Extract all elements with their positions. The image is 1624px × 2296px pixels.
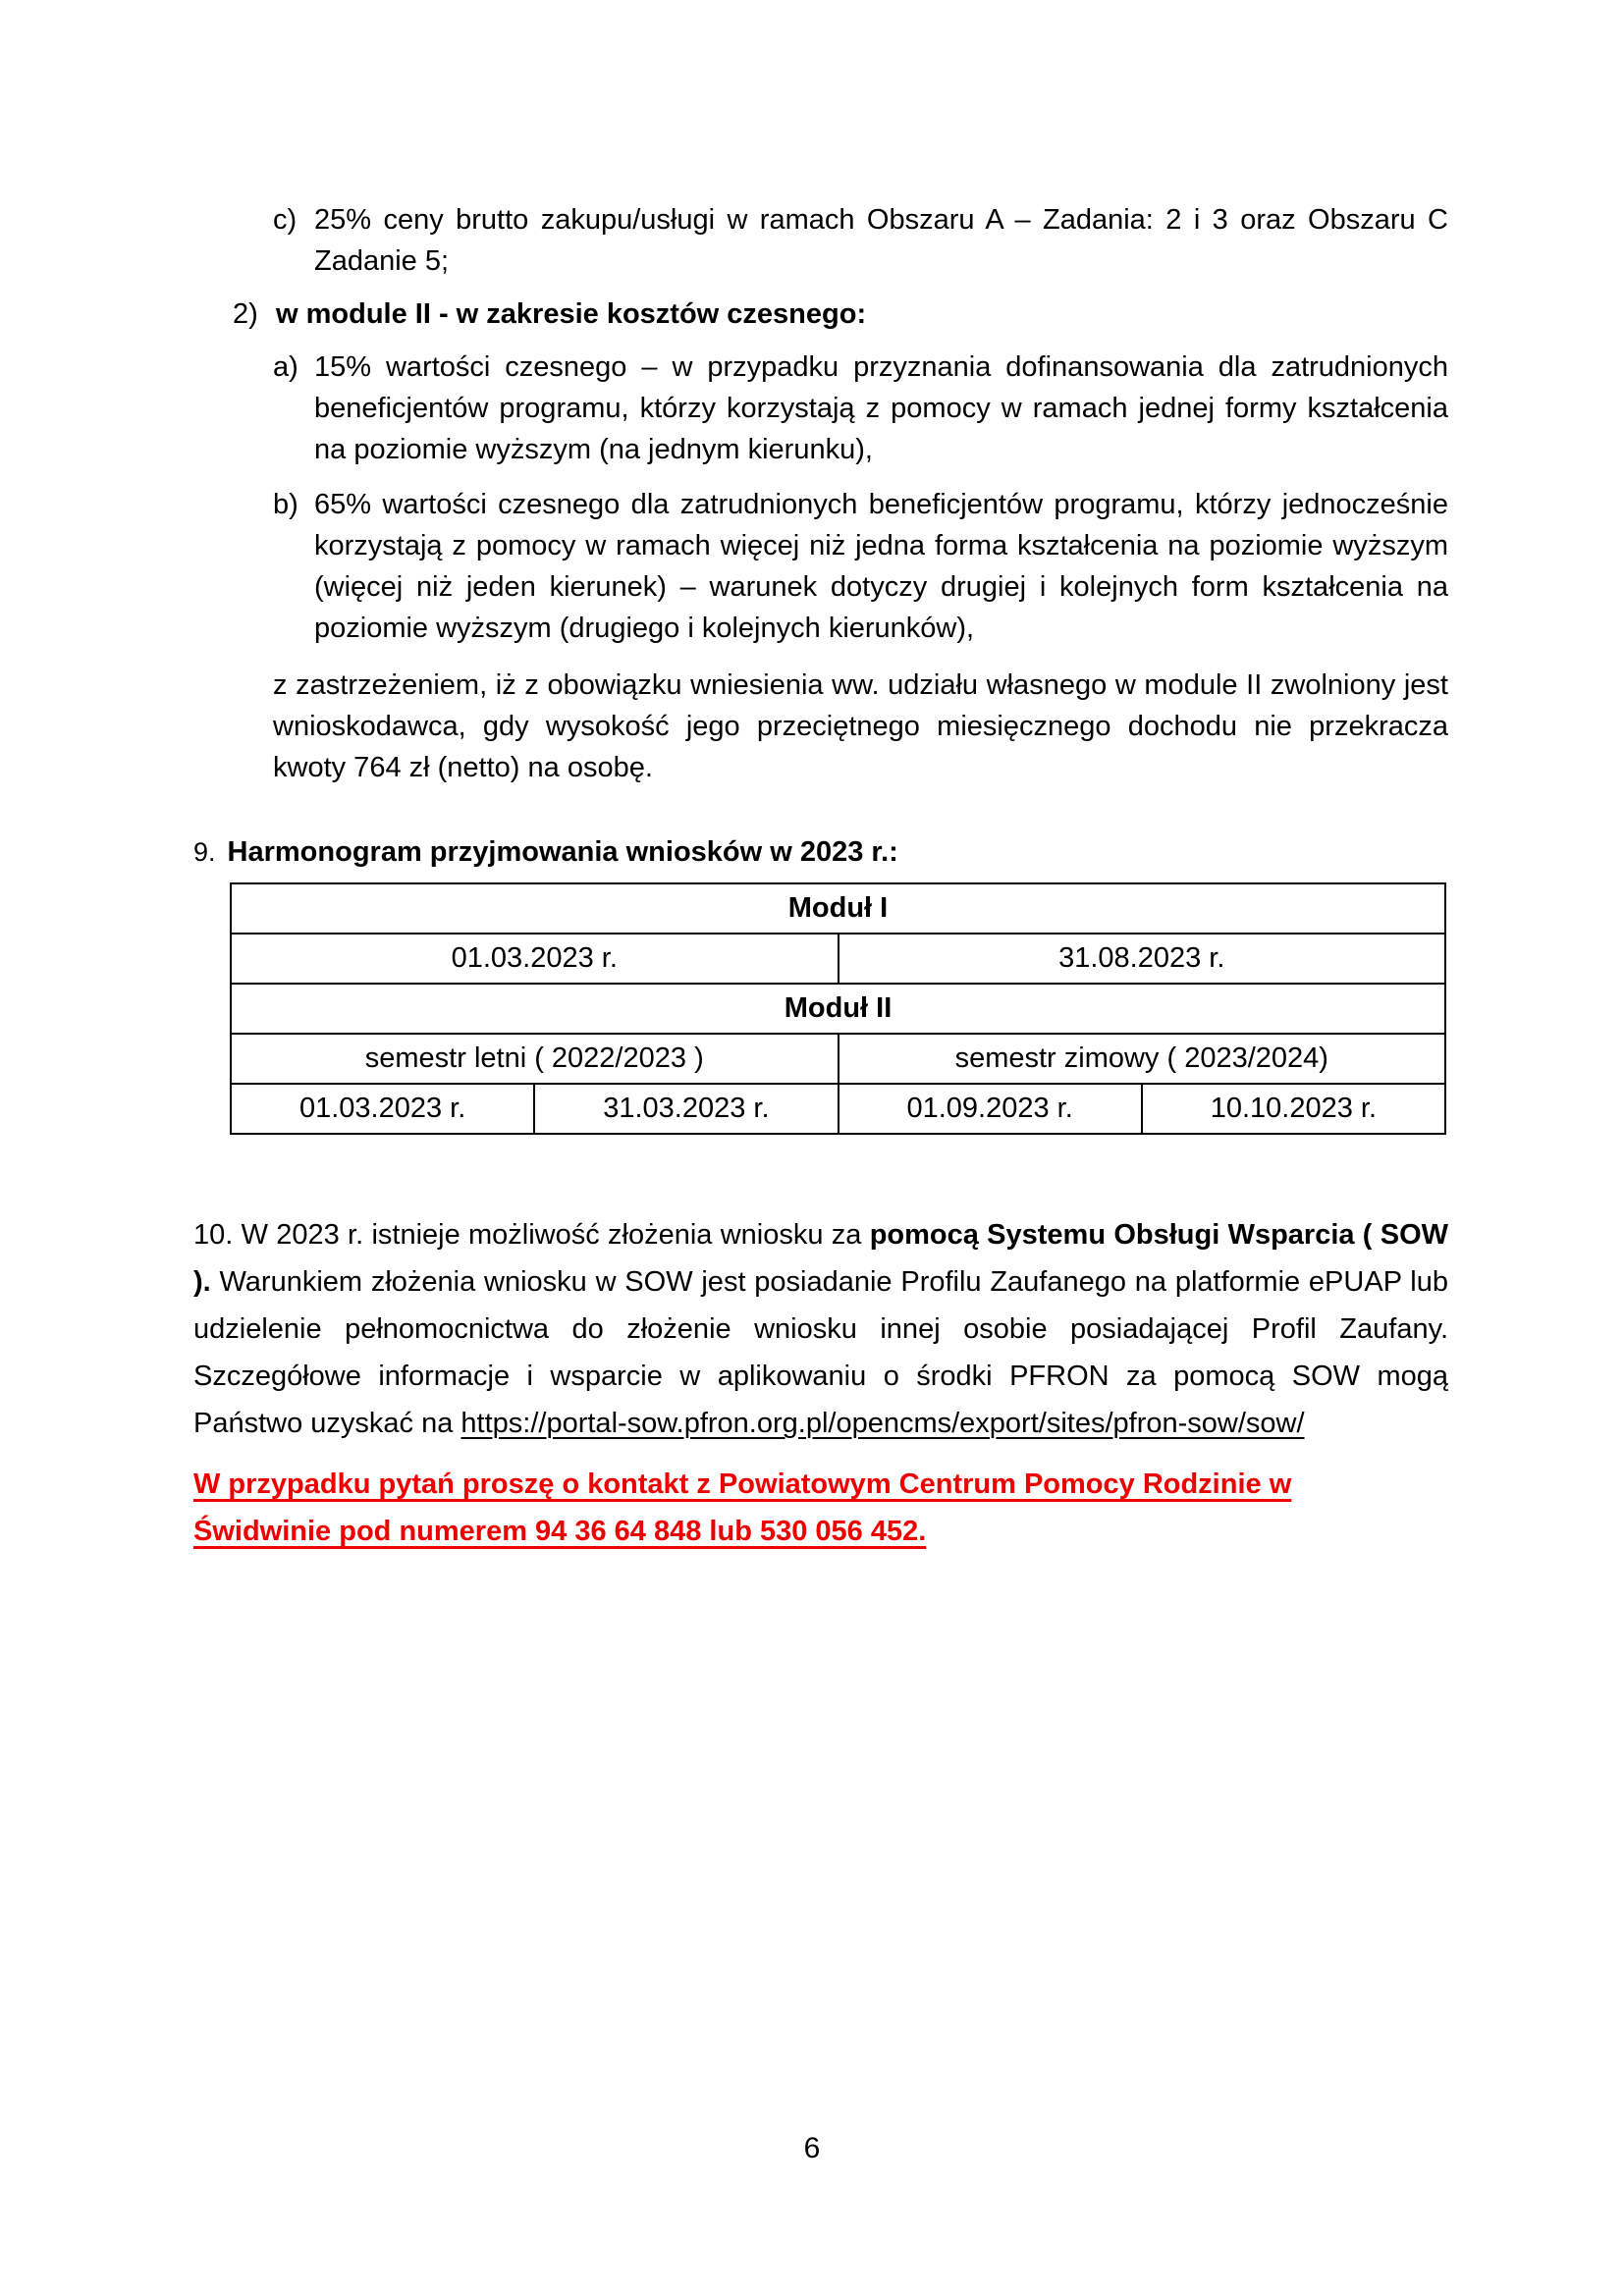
table-cell-date-2: 31.03.2023 r. <box>534 1084 838 1134</box>
section-10-text-2: Warunkiem złożenia wniosku w SOW jest posiadanie Profilu Zaufanego na platformie ePUAP lub udzielenie pełnomocnictwa do złożenie wniosku innej osobie posiadającej Profil Zaufany. Szczegółowe informacje i wsparcie w aplikowaniu o środki PFRON za pomocą SOW mogą Państwo uzyskać na <box>193 1266 1448 1439</box>
list-text-b: 65% wartości czesnego dla zatrudnionych beneficjentów programu, którzy jednocześnie korzystają z pomocy w ramach więcej niż jedna forma kształcenia na poziomie wyższym (więcej niż jeden kierunek) – warunek dotyczy drugiej i kolejnych form kształcenia na poziomie wyższym (drugiego i kolejnych kierunków), <box>314 489 1448 644</box>
section-9-heading <box>193 831 1448 873</box>
table-row <box>231 883 1445 934</box>
table-row <box>231 934 1445 984</box>
list-item-a <box>193 347 1448 470</box>
section-10-text-1: 10. W 2023 r. istnieje możliwość złożenia wniosku za <box>193 1219 870 1251</box>
page-number: 6 <box>803 2132 821 2164</box>
table-header-modul-1: Moduł I <box>231 883 1445 934</box>
contact-notice <box>193 1461 1448 1555</box>
table-cell-semestr-letni: semestr letni ( 2022/2023 ) <box>231 1034 839 1084</box>
table-cell-modul1-start: 01.03.2023 r. <box>231 934 839 984</box>
contact-line-1: W przypadku pytań proszę o kontakt z Powiatowym Centrum Pomocy Rodzinie w <box>193 1468 1292 1500</box>
table-cell-semestr-zimowy: semestr zimowy ( 2023/2024) <box>839 1034 1446 1084</box>
document-content <box>193 199 1448 1555</box>
table-row <box>231 1084 1445 1134</box>
list-text-c: 25% ceny brutto zakupu/usługi w ramach Obszaru A – Zadania: 2 i 3 oraz Obszaru C Zadanie 5; <box>314 204 1448 277</box>
list-text-2: w module II - w zakresie kosztów czesnego: <box>276 298 867 330</box>
section-10-text-bold: pomocą Systemu Obsługi Wsparcia ( SOW ). <box>193 1219 1449 1298</box>
table-header-modul-2: Moduł II <box>231 984 1445 1034</box>
table-cell-date-1: 01.03.2023 r. <box>231 1084 534 1134</box>
list-item-c <box>193 199 1448 282</box>
section-10-paragraph <box>193 1211 1448 1447</box>
table-cell-date-4: 10.10.2023 r. <box>1142 1084 1445 1134</box>
list-marker-b: b) <box>273 489 298 520</box>
section-9-number: 9. <box>193 837 216 867</box>
list-item-b <box>193 484 1448 649</box>
table-cell-modul1-end: 31.08.2023 r. <box>839 934 1446 984</box>
contact-line-2: Świdwinie pod numerem 94 36 64 848 lub 530 056 452. <box>193 1516 927 1547</box>
list-marker-c: c) <box>273 204 298 236</box>
table-row <box>231 1034 1445 1084</box>
closing-paragraph: z zastrzeżeniem, iż z obowiązku wniesienia ww. udziału własnego w module II zwolniony jest wnioskodawca, gdy wysokość jego przeciętnego miesięcznego dochodu nie przekracza kwoty 764 zł (netto) na osobę. <box>273 669 1448 783</box>
list-text-a: 15% wartości czesnego – w przypadku przyznania dofinansowania dla zatrudnionych beneficjentów programu, którzy korzystają z pomocy w ramach jednej formy kształcenia na poziomie wyższym (na jednym kierunku), <box>314 351 1448 465</box>
table-cell-date-3: 01.09.2023 r. <box>839 1084 1142 1134</box>
schedule-table <box>230 882 1446 1135</box>
table-row <box>231 984 1445 1034</box>
section-9-title: Harmonogram przyjmowania wniosków w 2023 r.: <box>227 836 898 868</box>
list-item-2 <box>193 294 1448 335</box>
list-marker-a: a) <box>273 351 298 383</box>
list-marker-2: 2) <box>233 298 258 330</box>
sow-portal-link[interactable]: https://portal-sow.pfron.org.pl/opencms/export/sites/pfron-sow/sow/ <box>460 1408 1305 1439</box>
